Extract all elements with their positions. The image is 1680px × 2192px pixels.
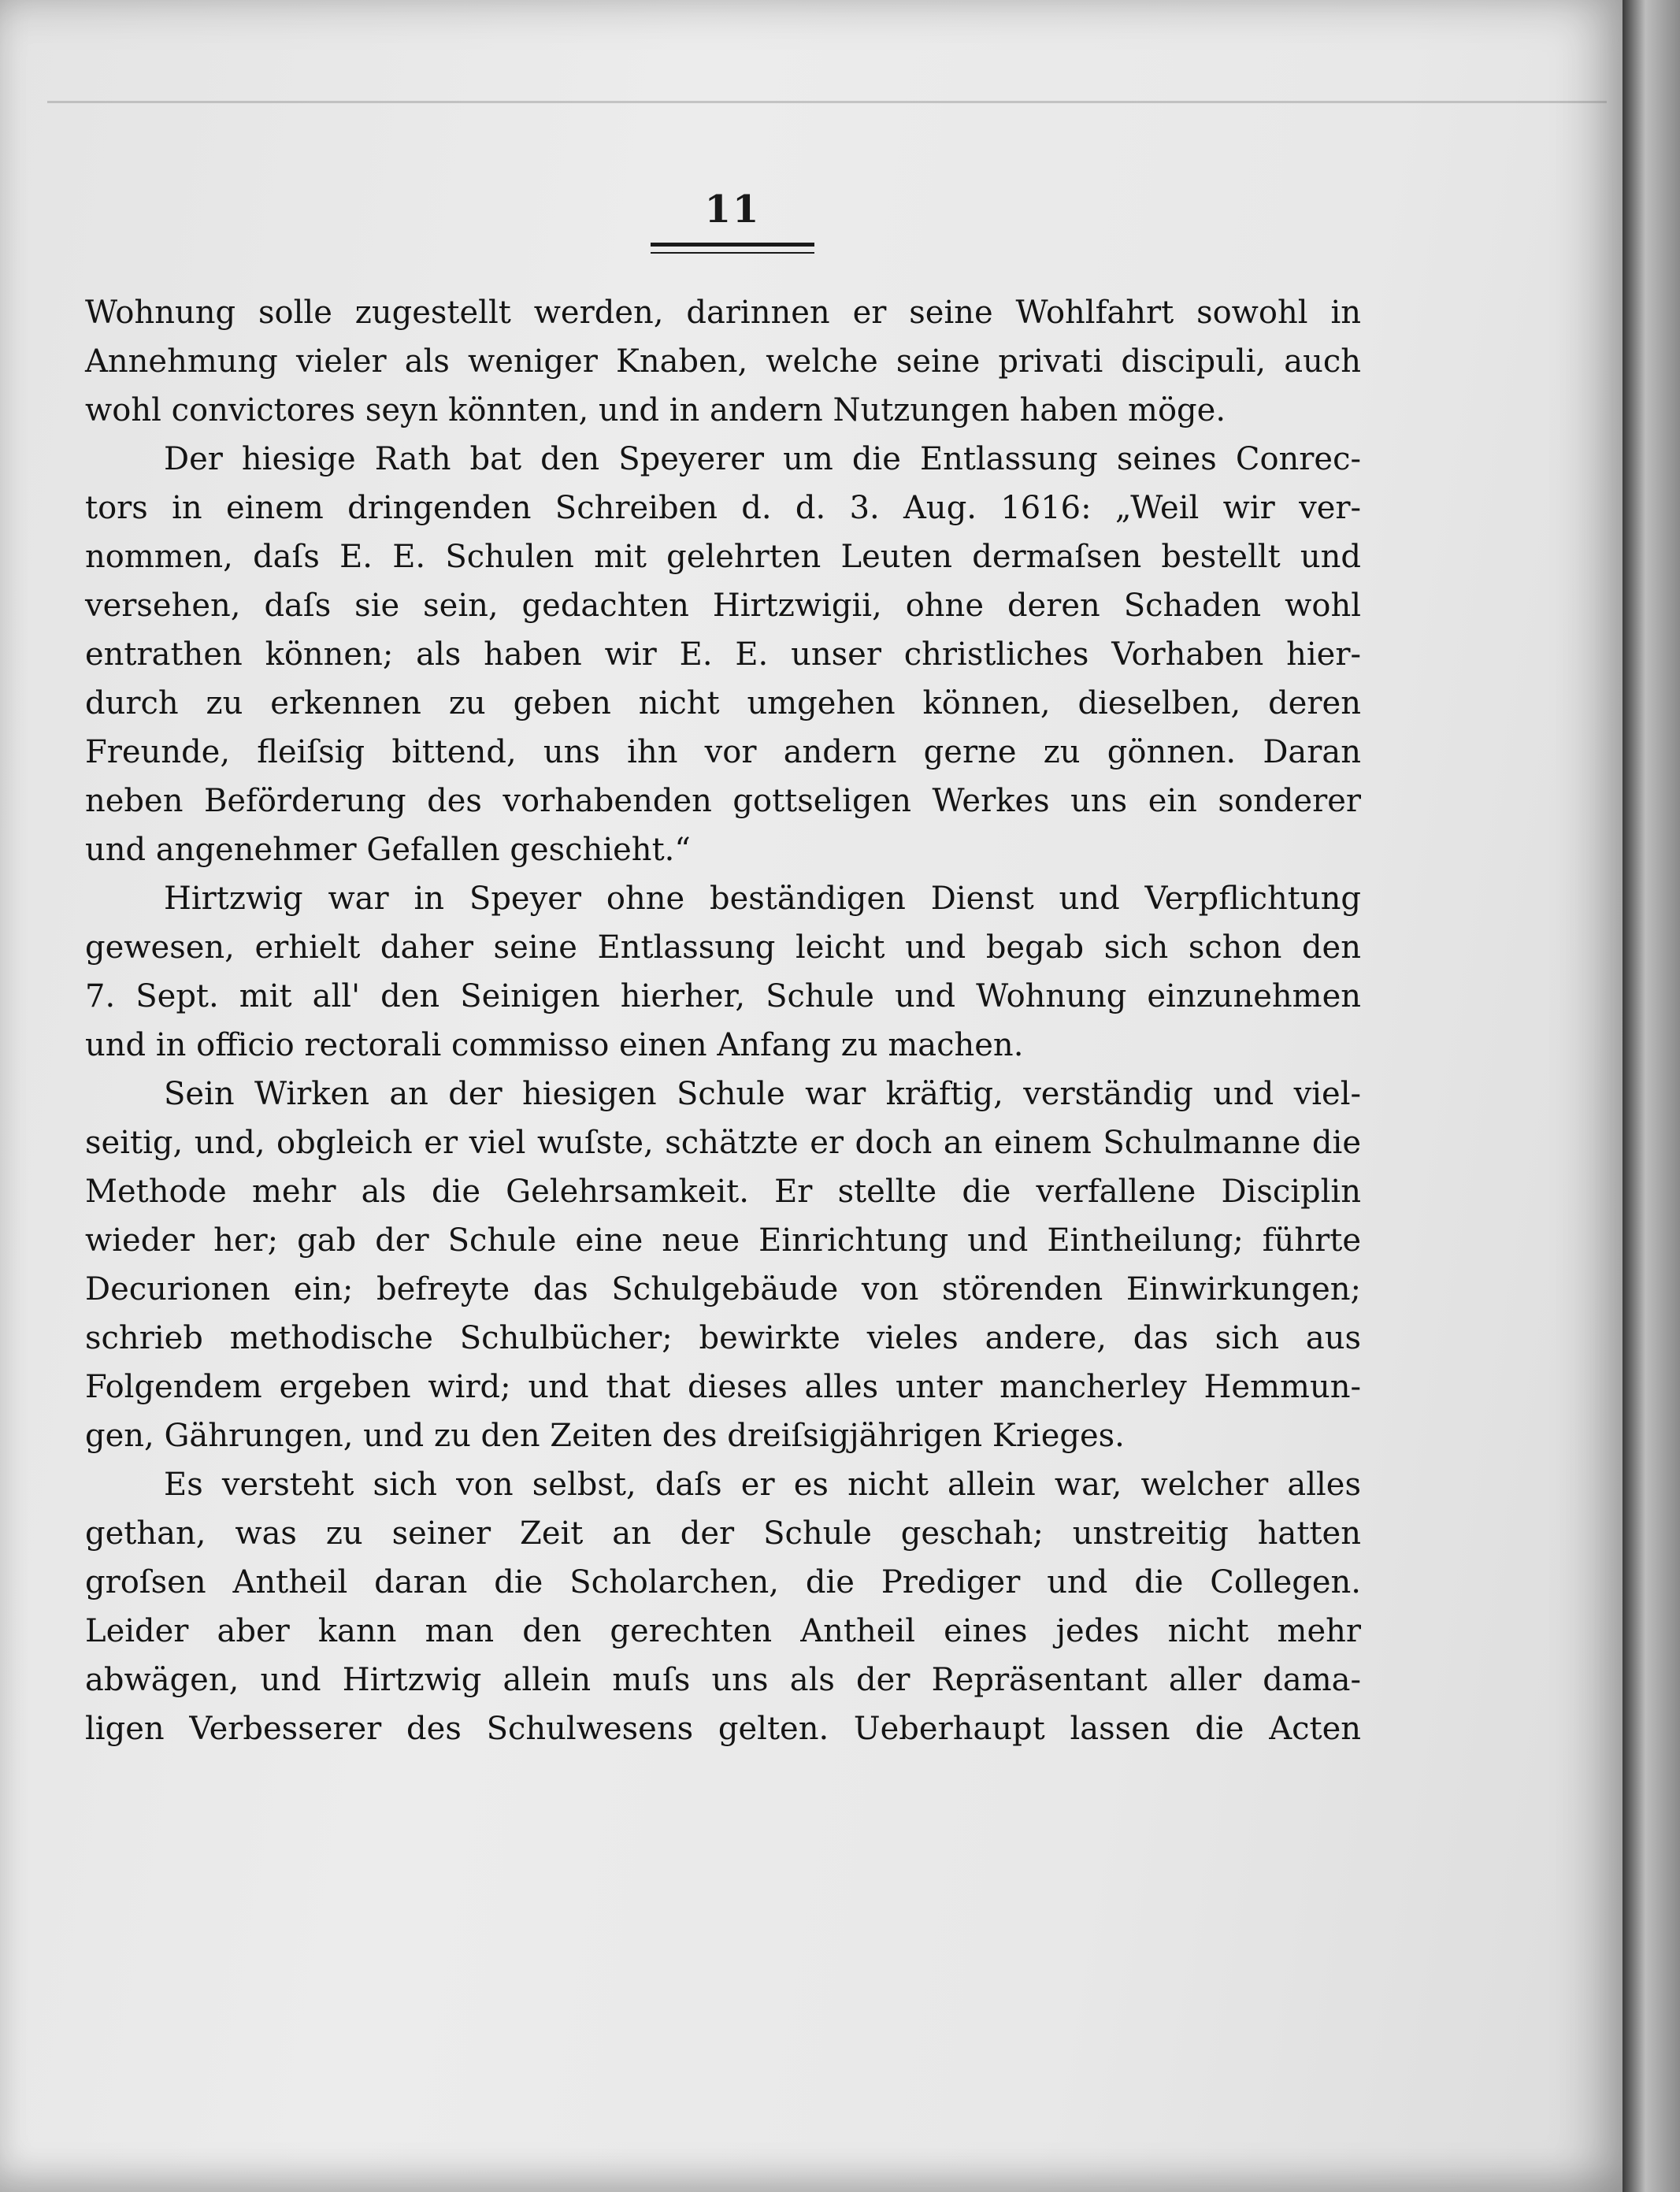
text-line: wohl convictores seyn könnten, und in andern Nutzungen haben möge.: [85, 392, 1226, 428]
text-line: gethan, was zu seiner Zeit an der Schule geschah; unstreitig hatten: [85, 1515, 1361, 1552]
text-line: Methode mehr als die Gelehrsamkeit. Er stellte die verfallene Disciplin: [85, 1174, 1361, 1210]
text-line: nommen, daſs E. E. Schulen mit gelehrten Leuten dermaſsen bestellt und: [85, 539, 1361, 575]
text-line: 7. Sept. mit all' den Seinigen hierher, Schule und Wohnung einzunehmen: [85, 978, 1361, 1014]
text-line: Wohnung solle zugestellt werden, darinnen er seine Wohlfahrt sowohl in: [85, 295, 1361, 331]
text-line: Es versteht sich von selbst, daſs er es nicht allein war, welcher alles: [164, 1467, 1361, 1503]
text-line: durch zu erkennen zu geben nicht umgehen können, dieselben, deren: [85, 685, 1361, 721]
text-line: ligen Verbesserer des Schulwesens gelten. Ueberhaupt lassen die Acten: [85, 1711, 1361, 1747]
text-line: neben Beförderung des vorhabenden gottseligen Werkes uns ein sonderer: [85, 783, 1361, 819]
text-line: groſsen Antheil daran die Scholarchen, die Prediger und die Collegen.: [85, 1564, 1361, 1600]
text-line: Freunde, fleiſsig bittend, uns ihn vor andern gerne zu gönnen. Daran: [85, 734, 1361, 770]
text-line: und in officio rectorali commisso einen Anfang zu machen.: [85, 1027, 1024, 1063]
text-line: entrathen können; als haben wir E. E. unser christliches Vorhaben hier-: [85, 636, 1361, 673]
page-number: 11: [704, 187, 761, 232]
text-line: Decurionen ein; befreyte das Schulgebäude von störenden Einwirkungen;: [85, 1271, 1361, 1307]
body-text: [85, 288, 1361, 1753]
text-line: gewesen, erhielt daher seine Entlassung leicht und begab sich schon den: [85, 929, 1361, 966]
text-line: schrieb methodische Schulbücher; bewirkte vieles andere, das sich aus: [85, 1320, 1361, 1356]
text-line: seitig, und, obgleich er viel wuſste, schätzte er doch an einem Schulmanne die: [85, 1125, 1361, 1161]
page-fold-line: [47, 101, 1607, 103]
text-line: abwägen, und Hirtzwig allein muſs uns als der Repräsentant aller dama-: [85, 1662, 1361, 1698]
text-line: wieder her; gab der Schule eine neue Einrichtung und Eintheilung; führte: [85, 1222, 1361, 1259]
text-line: tors in einem dringenden Schreiben d. d. 3. Aug. 1616: „Weil wir ver-: [85, 490, 1361, 526]
text-line: Der hiesige Rath bat den Speyerer um die Entlassung seines Conrec-: [164, 441, 1361, 477]
text-line: versehen, daſs sie sein, gedachten Hirtzwigii, ohne deren Schaden wohl: [85, 588, 1361, 624]
binding-edge: [1623, 0, 1680, 2192]
text-line: Annehmung vieler als weniger Knaben, welche seine privati discipuli, auch: [85, 343, 1361, 380]
text-line: gen, Gährungen, und zu den Zeiten des dreiſsigjährigen Krieges.: [85, 1418, 1125, 1454]
text-line: Folgendem ergeben wird; und that dieses alles unter mancherley Hemmun-: [85, 1369, 1361, 1405]
text-line: Hirtzwig war in Speyer ohne beständigen Dienst und Verpflichtung: [164, 881, 1361, 917]
text-line: und angenehmer Gefallen geschieht.“: [85, 832, 691, 868]
page-number-rule: [651, 243, 814, 254]
text-line: Sein Wirken an der hiesigen Schule war kräftig, verständig und viel-: [164, 1076, 1361, 1112]
text-line: Leider aber kann man den gerechten Antheil eines jedes nicht mehr: [85, 1613, 1361, 1649]
